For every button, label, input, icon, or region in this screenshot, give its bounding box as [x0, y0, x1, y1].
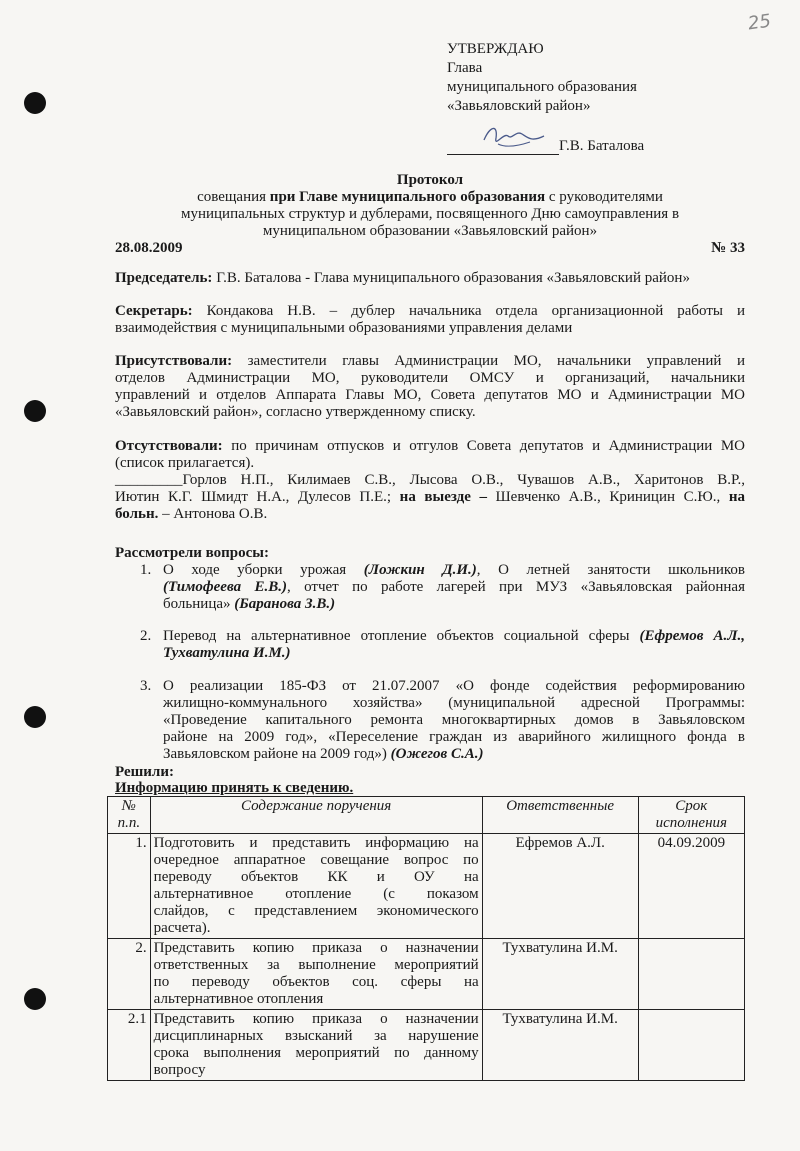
agenda-speaker: (Баранова З.В.) [234, 596, 336, 612]
present-line-1: заместители главы Администрации МО, начальники управлений и [232, 353, 745, 369]
approval-heading: УТВЕРЖДАЮ [447, 41, 544, 57]
absent-line-4b: на выезде – [399, 489, 487, 505]
approval-block [447, 40, 637, 116]
absent-line-2: (список прилагается). [115, 455, 255, 471]
protocol-date: 28.08.2009 [115, 240, 183, 256]
absent-line-1: по причинам отпусков и отгулов Совета депутатов и Администрации МО [222, 438, 745, 454]
decided-heading: Решили: [115, 764, 174, 780]
content-line: по переводу объектов соц. сферы на [153, 974, 479, 990]
content-line: вопросу [153, 1062, 206, 1078]
row-content [150, 1010, 482, 1081]
info-accepted: Информацию принять к сведению. [115, 780, 354, 796]
row-date [638, 1010, 744, 1081]
binder-hole [24, 92, 46, 114]
content-line: Подготовить и представить информацию на [153, 835, 479, 851]
chairman-text: Г.В. Баталова - Глава муниципального образования «Завьяловский район» [212, 270, 690, 286]
binder-hole [24, 988, 46, 1010]
present-paragraph [115, 353, 745, 421]
present-line-2: отделов Администрации МО, руководители ОМСУ и организаций, начальники [115, 370, 745, 386]
absent-label: Отсутствовали: [115, 438, 223, 454]
agenda-item-number: 2. [140, 628, 152, 644]
agenda-speaker: Тухватулина И.М.) [163, 645, 291, 661]
agenda-text: районе на 2009 год», «Переселение граждан из аварийного жилищного фонда в [163, 729, 745, 745]
content-line: Представить копию приказа о назначении [153, 940, 479, 956]
agenda-text: больница» [163, 596, 235, 612]
row-num: 2. [108, 939, 151, 1010]
row-responsible: Тухватулина И.М. [482, 1010, 638, 1081]
subtitle-pre: совещания [197, 189, 270, 205]
header-num [108, 797, 151, 834]
row-content [150, 834, 482, 939]
content-line: альтернативное отопления [153, 991, 324, 1007]
content-line: слайдов, с представлением экономического [153, 903, 479, 919]
content-line: ответственных за выполнение мероприятий [153, 957, 479, 973]
agenda-speaker: (Ефремов А.Л., [639, 628, 746, 644]
signer-name: Г.В. Баталова [559, 138, 645, 154]
secretary-line-1: Кондакова Н.В. – дублер начальника отдела организационной работы и [192, 303, 745, 319]
present-line-3: управлений и отделов Аппарата Главы МО, Совета депутатов МО и Администрации МО [115, 387, 745, 403]
row-num: 1. [108, 834, 151, 939]
header-num-l1: № [121, 798, 136, 814]
agenda-speaker: (Ложкин Д.И.) [363, 562, 477, 578]
agenda-text: О ходе уборки урожая [163, 562, 364, 578]
table-row [108, 834, 745, 939]
agenda-text: О реализации 185-ФЗ от 21.07.2007 «О фонде содействия реформированию [163, 678, 745, 694]
header-date-l2: исполнения [655, 815, 727, 831]
document-title: Протокол [396, 172, 464, 188]
content-line: Представить копию приказа о назначении [153, 1011, 479, 1027]
absent-line-5b: – Антонова О.В. [158, 506, 268, 522]
secretary-line-2: взаимодействия с муниципальными образованиями управления делами [115, 320, 573, 336]
row-responsible: Тухватулина И.М. [482, 939, 638, 1010]
considered-heading: Рассмотрели вопросы: [115, 545, 270, 561]
header-date [638, 797, 744, 834]
secretary-paragraph [115, 303, 745, 337]
protocol-number: № 33 [711, 240, 745, 256]
subtitle-line-2: муниципальных структур и дублерами, посвященного Дню самоуправления в [180, 206, 680, 222]
row-num: 2.1 [108, 1010, 151, 1081]
table-row [108, 939, 745, 1010]
agenda-item-number: 3. [140, 678, 152, 694]
content-line: очередное аппаратное совещание вопрос по [153, 852, 479, 868]
absent-line-4c: Шевченко А.В., Криницин С.Ю., [486, 489, 729, 505]
agenda-text: Завьяловском районе на 2009 год») [163, 746, 391, 762]
subtitle-bold: при Главе муниципального образования [269, 189, 546, 205]
row-date: 04.09.2009 [638, 834, 744, 939]
secretary-label: Секретарь: [115, 303, 193, 319]
absent-line-4a: Иютин К.Г. Шмидт Н.А., Дулесов П.Е.; [115, 489, 400, 505]
subtitle-line-1 [115, 189, 745, 206]
agenda-text: Перевод на альтернативное отопление объектов социальной сферы [163, 628, 640, 644]
agenda-text: жилищно-коммунального хозяйства» (муниципальной адресной Программы: [163, 695, 745, 711]
present-label: Присутствовали: [115, 353, 233, 369]
header-content: Содержание поручения [150, 797, 482, 834]
binder-hole [24, 706, 46, 728]
present-line-4: «Завьяловский район», согласно утвержденному списку. [115, 404, 476, 420]
content-line: дисциплинарных взысканий за нарушение [153, 1028, 479, 1044]
absent-line-4d: на [728, 489, 745, 505]
content-line: расчета). [153, 920, 211, 936]
header-responsible: Ответственные [482, 797, 638, 834]
table-header-row [108, 797, 745, 834]
content-line: переводу объектов КК и ОУ на [153, 869, 479, 885]
absent-line-3: _________Горлов Н.П., Килимаев С.В., Лысова О.В., Чувашов А.В., Харитонов В.Р., [115, 472, 745, 488]
signature-line [447, 138, 800, 155]
approval-organization: муниципального образования [447, 79, 637, 95]
assignments-table [107, 796, 745, 1081]
content-line: альтернативное отопление (с показом [153, 886, 479, 902]
agenda-text: , О летней занятости школьников [476, 562, 745, 578]
chairman-paragraph [115, 270, 745, 287]
agenda-text: «Проведение капитального ремонта многоквартирных домов в Завьяловском [163, 712, 745, 728]
approval-position: Глава [447, 60, 483, 76]
subtitle-line-3: муниципальном образовании «Завьяловский район» [262, 223, 598, 239]
agenda-speaker: (Ожегов С.А.) [390, 746, 484, 762]
row-date [638, 939, 744, 1010]
row-content [150, 939, 482, 1010]
page-number: 25 [746, 10, 773, 35]
agenda-item-number: 1. [140, 562, 152, 578]
subtitle-post: с руководителями [545, 189, 663, 205]
row-responsible: Ефремов А.Л. [482, 834, 638, 939]
content-line: срока выполнения мероприятий по данному [153, 1045, 479, 1061]
agenda-text: , отчет по работе лагерей при МУЗ «Завьяловская районная [286, 579, 745, 595]
table-row [108, 1010, 745, 1081]
approval-district: «Завьяловский район» [447, 98, 591, 114]
signature-underline [447, 140, 559, 155]
chairman-label: Председатель: [115, 270, 213, 286]
header-num-l2: п.п. [117, 815, 141, 831]
absent-paragraph [115, 438, 745, 523]
absent-line-5a: больн. [115, 506, 159, 522]
binder-hole [24, 400, 46, 422]
agenda-speaker: (Тимофеева Е.В.) [163, 579, 287, 595]
header-date-l1: Срок [675, 798, 708, 814]
